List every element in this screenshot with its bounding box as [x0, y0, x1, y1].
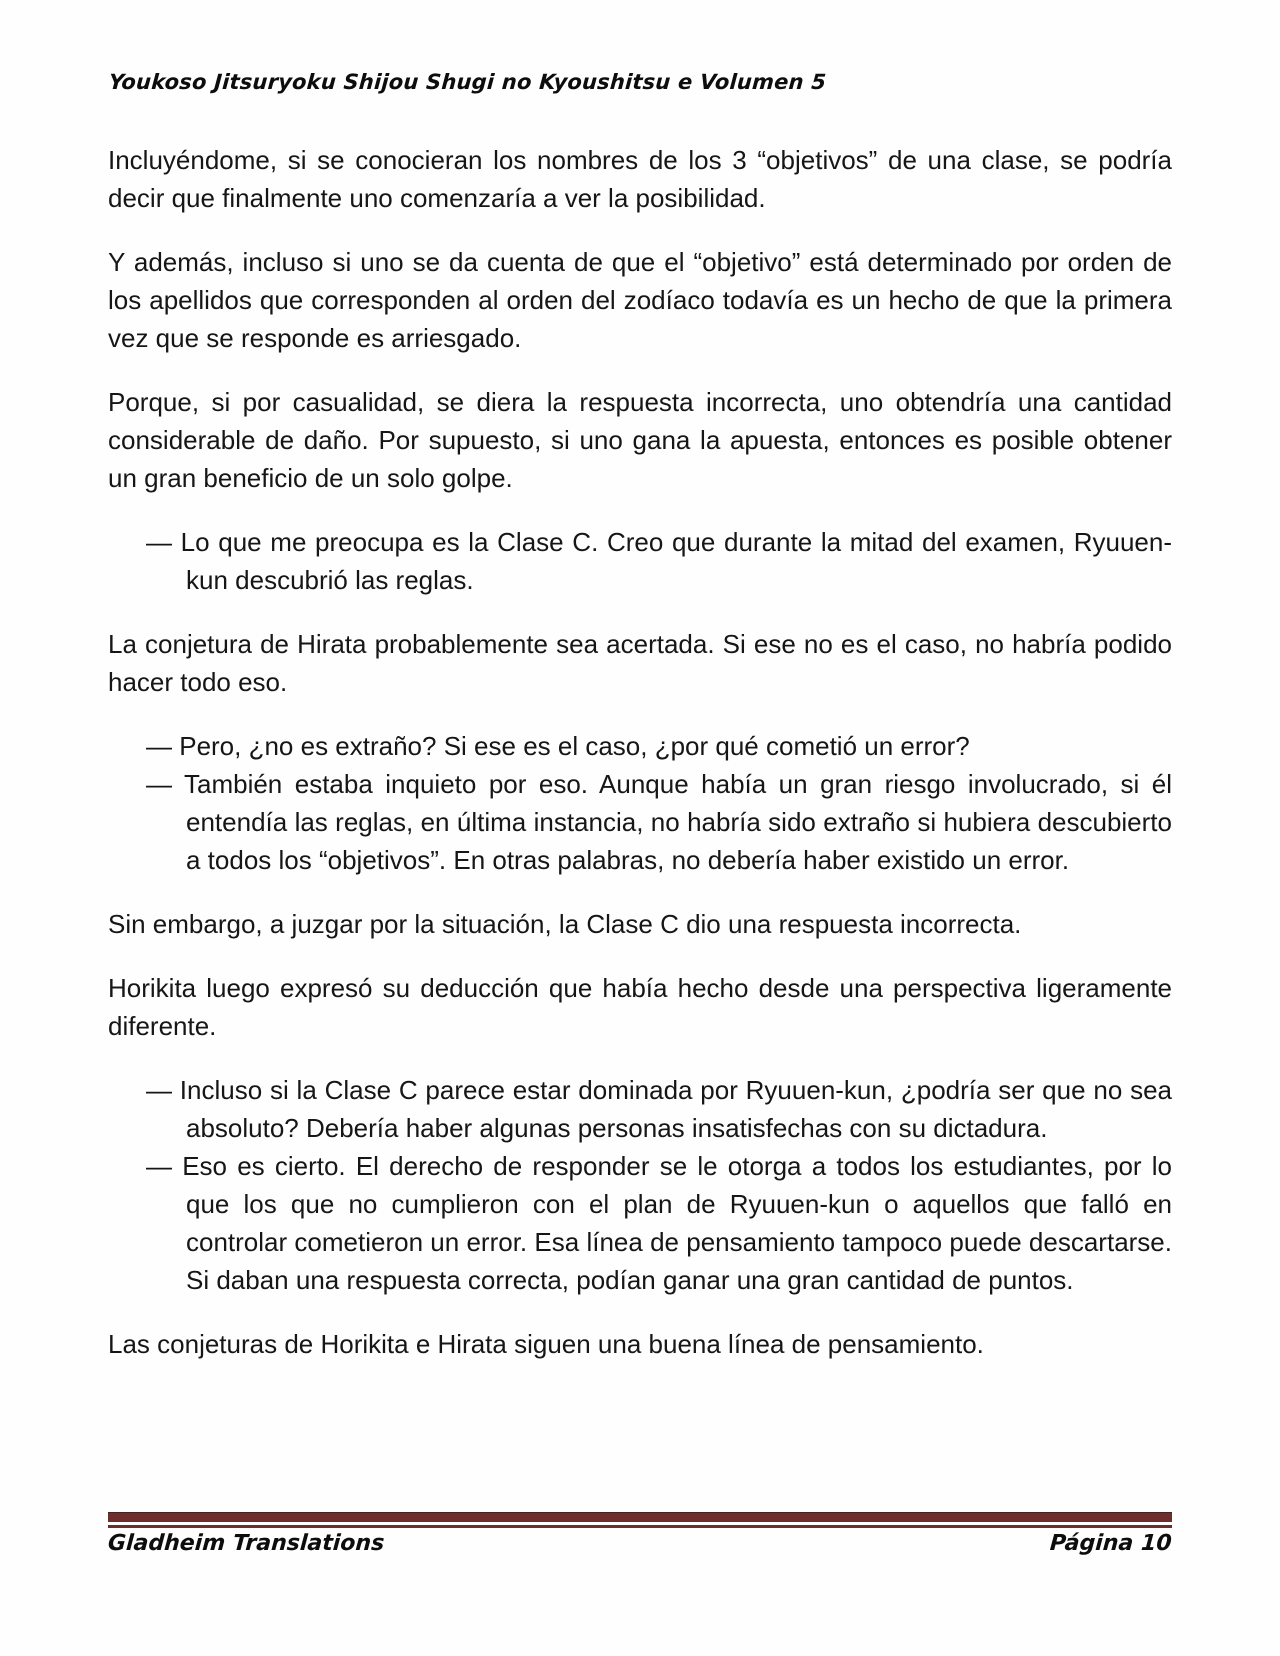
- paragraph: Sin embargo, a juzgar por la situación, la Clase C dio una respuesta incorrecta.: [108, 909, 1022, 939]
- paragraph: Incluyéndome, si se conocieran los nombres de los 3 “objetivos” de una clase, se podría decir que finalmente uno comenzaría a ver la posibilidad.: [108, 145, 1172, 213]
- footer-divider-thin-line: [108, 1525, 1172, 1528]
- body-text-column: [108, 141, 1172, 1389]
- paragraph: Porque, si por casualidad, se diera la respuesta incorrecta, uno obtendría una cantidad considerable de daño. Por supuesto, si uno gana la apuesta, entonces es posible obtener un gran beneficio de un solo golpe.: [108, 387, 1172, 493]
- footer-divider-rule: [108, 1512, 1172, 1528]
- footer: [108, 1531, 1172, 1556]
- dialogue-paragraph: — Eso es cierto. El derecho de responder se le otorga a todos los estudiantes, por lo que los que no cumplieron con el plan de Ryuuen-kun o aquellos que falló en controlar cometieron un error. Esa línea de pensamiento tampoco puede descartarse. Si daban una respuesta correcta, podían ganar una gran cantidad de puntos.: [146, 1151, 1172, 1295]
- paragraph: La conjetura de Hirata probablemente sea acertada. Si ese no es el caso, no habría podido hacer todo eso.: [108, 629, 1172, 697]
- dialogue-paragraph: — Pero, ¿no es extraño? Si ese es el caso, ¿por qué cometió un error?: [146, 731, 970, 761]
- dialogue-paragraph: — También estaba inquieto por eso. Aunque había un gran riesgo involucrado, si él entendía las reglas, en última instancia, no habría sido extraño si hubiera descubierto a todos los “objetivos”. En otras palabras, no debería haber existido un error.: [146, 769, 1172, 875]
- paragraph: Y además, incluso si uno se da cuenta de que el “objetivo” está determinado por orden de los apellidos que corresponden al orden del zodíaco todavía es un hecho de que la primera vez que se responde es arriesgado.: [108, 247, 1172, 353]
- dialogue-paragraph: — Incluso si la Clase C parece estar dominada por Ryuuen-kun, ¿podría ser que no sea absoluto? Debería haber algunas personas insatisfechas con su dictadura.: [146, 1075, 1172, 1143]
- footer-page-number: Página 10: [1049, 1531, 1173, 1556]
- dialogue-paragraph: — Lo que me preocupa es la Clase C. Creo que durante la mitad del examen, Ryuuen-kun descubrió las reglas.: [146, 527, 1172, 595]
- footer-translator-credit: Gladheim Translations: [107, 1531, 386, 1556]
- footer-divider-thick-bar: [108, 1512, 1172, 1522]
- paragraph: Horikita luego expresó su deducción que había hecho desde una perspectiva ligeramente diferente.: [108, 973, 1172, 1041]
- paragraph: Las conjeturas de Horikita e Hirata siguen una buena línea de pensamiento.: [108, 1329, 984, 1359]
- page-header-title: Youkoso Jitsuryoku Shijou Shugi no Kyoushitsu e Volumen 5: [108, 70, 827, 94]
